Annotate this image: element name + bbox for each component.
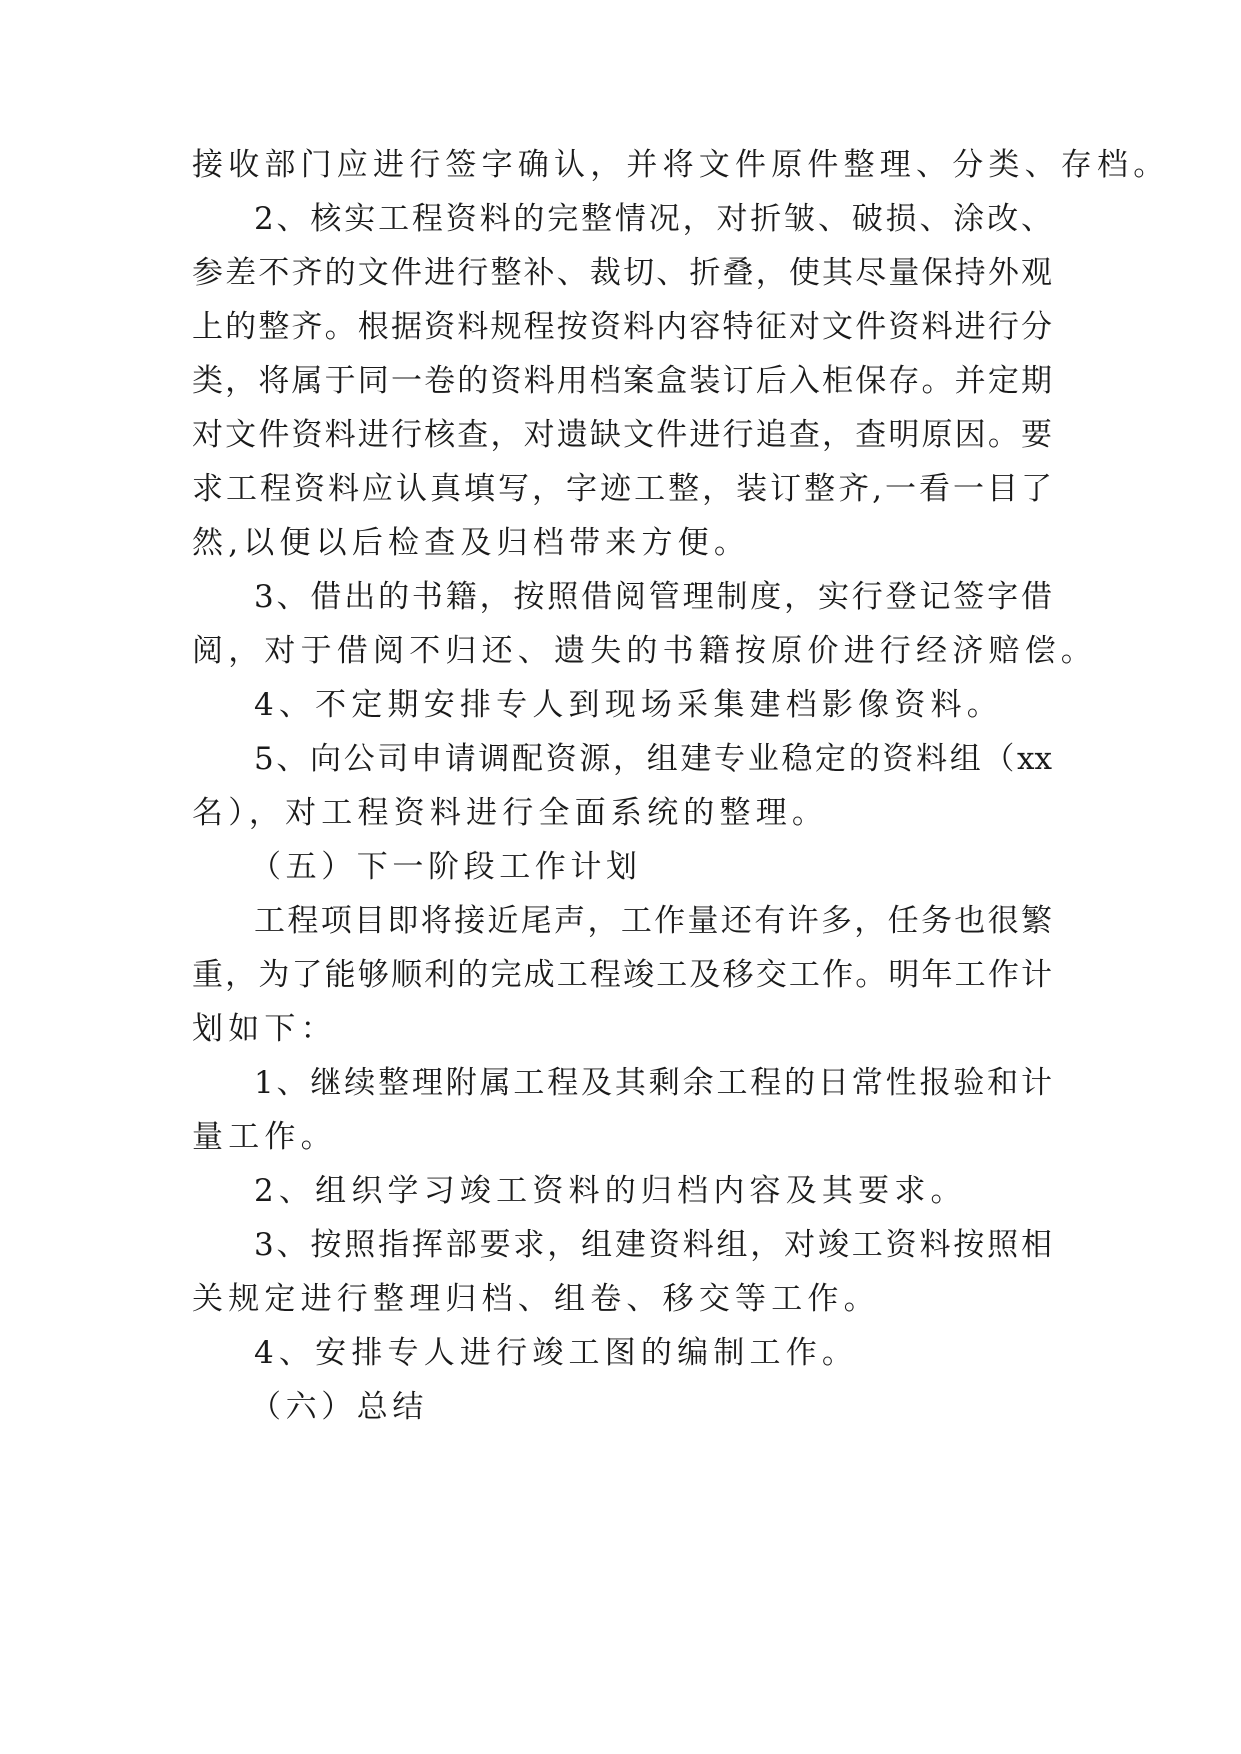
list-item-2-line: 求工程资料应认真填写，字迹工整，装订整齐,一看一目了: [192, 471, 1052, 507]
list-item-2-line: 参差不齐的文件进行整补、裁切、折叠，使其尽量保持外观: [192, 255, 1052, 291]
list-item-3-line: 3、借出的书籍，按照借阅管理制度，实行登记签字借: [254, 579, 1052, 615]
plan-item-1-line: 1、继续整理附属工程及其剩余工程的日常性报验和计: [254, 1065, 1052, 1101]
section-heading-five: （五）下一阶段工作计划: [250, 849, 642, 885]
list-item-4-line: 4、不定期安排专人到现场采集建档影像资料。: [254, 687, 1003, 723]
section-heading-six: （六）总结: [250, 1389, 428, 1425]
list-item-3-line: 阅，对于借阅不归还、遗失的书籍按原价进行经济赔偿。: [192, 633, 1097, 669]
list-item-2-line: 2、核实工程资料的完整情况，对折皱、破损、涂改、: [254, 201, 1052, 237]
plan-paragraph-line: 划如下：: [192, 1011, 337, 1047]
paragraph-line: 接收部门应进行签字确认，并将文件原件整理、分类、存档。: [192, 147, 1170, 183]
list-item-2-line: 然,以便以后检查及归档带来方便。: [192, 525, 751, 561]
plan-item-3-line: 3、按照指挥部要求，组建资料组，对竣工资料按照相: [254, 1227, 1052, 1263]
list-item-2-line: 对文件资料进行核查，对遗缺文件进行追查，查明原因。要: [192, 417, 1052, 453]
list-item-5-line: 名），对工程资料进行全面系统的整理。: [192, 795, 829, 831]
plan-item-1-line: 量工作。: [192, 1119, 337, 1155]
list-item-5-line: 5、向公司申请调配资源，组建专业稳定的资料组（xx: [254, 741, 1052, 777]
plan-item-4-line: 4、安排专人进行竣工图的编制工作。: [254, 1335, 859, 1371]
list-item-2-line: 类，将属于同一卷的资料用档案盒装订后入柜保存。并定期: [192, 363, 1052, 399]
plan-item-2-line: 2、组织学习竣工资料的归档内容及其要求。: [254, 1173, 967, 1209]
plan-item-3-line: 关规定进行整理归档、组卷、移交等工作。: [192, 1281, 880, 1317]
plan-paragraph-line: 重，为了能够顺利的完成工程竣工及移交工作。明年工作计: [192, 957, 1052, 993]
list-item-2-line: 上的整齐。根据资料规程按资料内容特征对文件资料进行分: [192, 309, 1052, 345]
plan-paragraph-line: 工程项目即将接近尾声，工作量还有许多，任务也很繁: [254, 903, 1052, 939]
